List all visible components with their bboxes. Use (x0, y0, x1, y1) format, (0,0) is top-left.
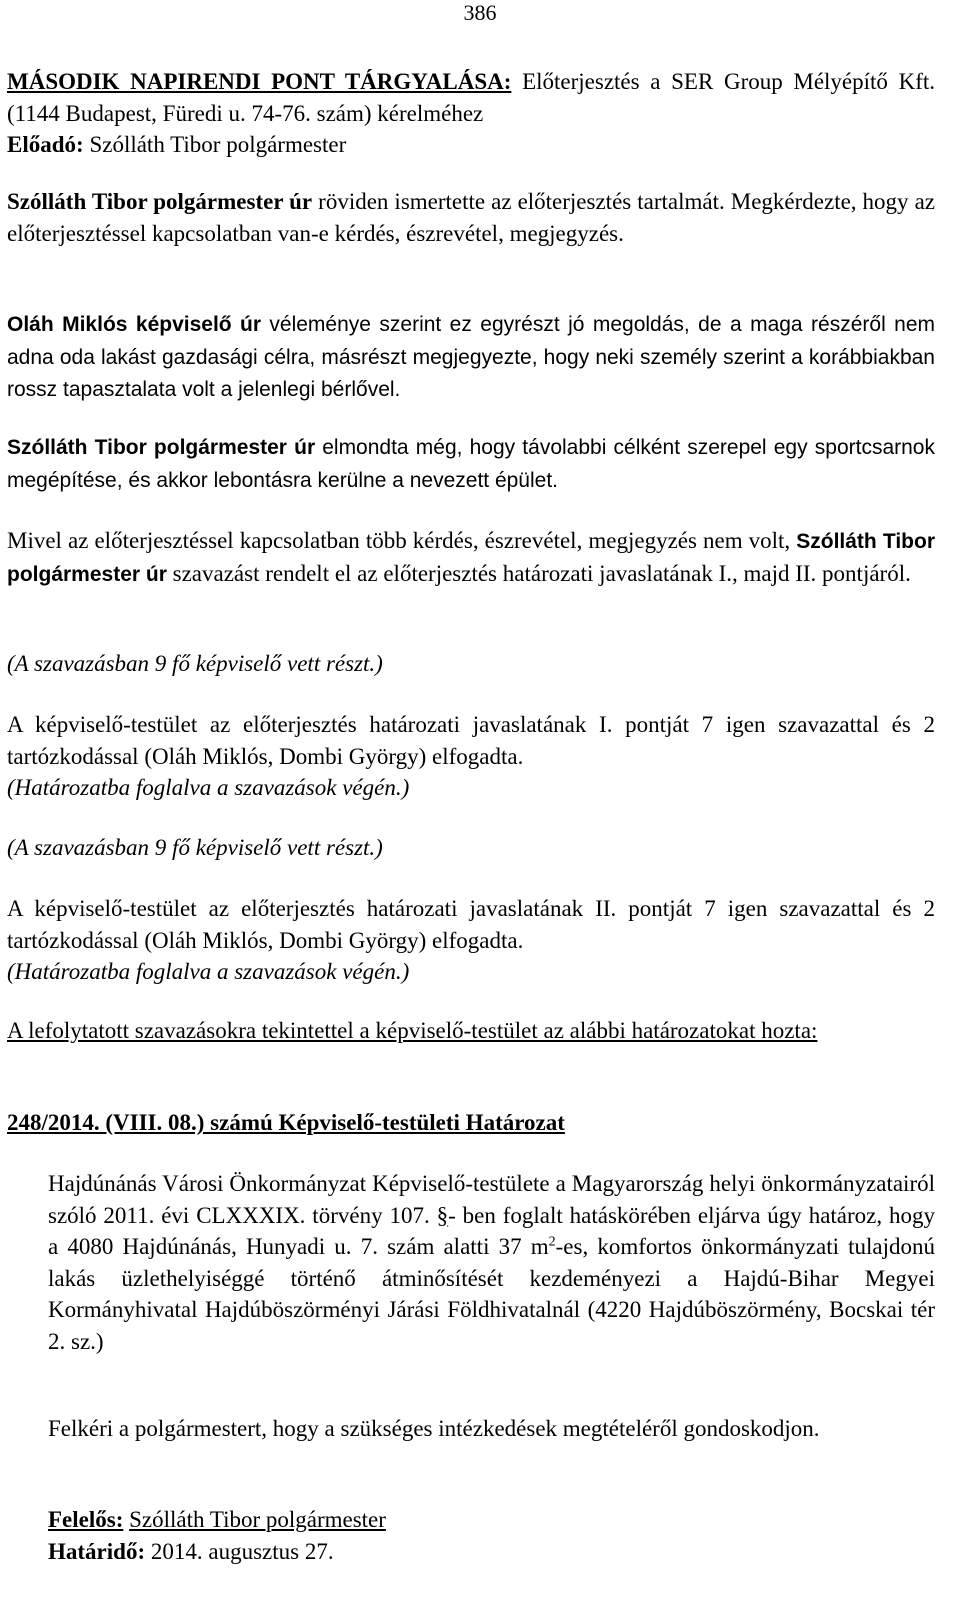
resolution-footer (48, 1504, 935, 1567)
paragraph-text: röviden ismertette az előterjesztés tartalmát. Megkérdezte, hogy az előterjesztéssel kapcsolatban van-e kérdés, észrevétel, megjegyzés. (7, 189, 935, 246)
resolution-request: Felkéri a polgármestert, hogy a szükséges intézkedések megtételéről gondoskodjon. (48, 1416, 820, 1441)
page-number: 386 (463, 0, 497, 25)
vote1-attendance: (A szavazásban 9 fő képviselő vett részt.) (7, 651, 383, 676)
speaker-name: Szólláth Tibor polgármester úr (7, 189, 313, 214)
resolution-body (48, 1168, 935, 1357)
resolution-body-part1: Hajdúnánás Városi Önkormányzat Képviselő-testülete a Magyarország helyi önkormányzatairól szóló 2011. évi CLXXXIX. törvény 107. (48, 1171, 935, 1228)
presenter-name: Szólláth Tibor polgármester (89, 132, 347, 157)
agenda-subject: Előterjesztés a SER Group Mélyépítő Kft. (1144 Budapest, Füredi u. 74-76. szám) kérelméhez (7, 69, 935, 126)
presenter-label: Előadó: (7, 132, 84, 157)
responsible-name: Szólláth Tibor polgármester (129, 1507, 386, 1532)
resolution-body-part2: - ben foglalt hatáskörében eljárva úgy határoz, hogy a 4080 Hajdúnánás, Hunyadi u. 7. szám alatti 37 m (48, 1202, 935, 1259)
speaker-name: Szólláth Tibor polgármester úr (7, 530, 936, 586)
vote2-attendance: (A szavazásban 9 fő képviselő vett részt.) (7, 835, 383, 860)
paragraph-councillor-opinion (7, 308, 935, 406)
vote2-note: (Határozatba foglalva a szavazások végén.) (7, 959, 410, 984)
presenter-line (7, 129, 935, 161)
agenda-heading: MÁSODIK NAPIRENDI PONT TÁRGYALÁSA: (7, 69, 512, 94)
deadline-line (48, 1536, 935, 1568)
responsible-label: Felelős: (48, 1507, 124, 1532)
responsible-line (48, 1504, 935, 1536)
paragraph-text: véleménye szerint ez egyrészt jó megoldás, de a maga részéről nem adna oda lakást gazdasági célra, másrészt megjegyezte, hogy neki személy szerint a korábbiakban rossz tapasztalata volt a jelenlegi bérlővel. (7, 313, 936, 401)
resolution-title: 248/2014. (VIII. 08.) számú Képviselő-testületi Határozat (7, 1110, 565, 1135)
vote2-result (7, 893, 935, 988)
agenda-block (7, 66, 935, 161)
vote2-result-text: A képviselő-testület az előterjesztés határozati javaslatának II. pontját 7 igen szavazattal és 2 tartózkodással (Oláh Miklós, Dombi György) elfogadta. (7, 896, 935, 953)
superscript-exponent: 2 (548, 1234, 556, 1250)
paragraph-mayor-statement (7, 431, 935, 496)
speaker-name: Oláh Miklós képviselő úr (7, 313, 262, 336)
paragraph-text-after: szavazást rendelt el az előterjesztés határozati javaslatának I., majd II. pontjáról. (172, 560, 911, 586)
paragraph-mayor-intro (7, 186, 935, 249)
vote1-result-text: A képviselő-testület az előterjesztés határozati javaslatának I. pontját 7 igen szavazattal és 2 tartózkodással (Oláh Miklós, Dombi György) elfogadta. (7, 712, 935, 769)
paragraph-vote-call (7, 525, 935, 590)
vote1-result (7, 709, 935, 804)
deadline-label: Határidő: (48, 1538, 146, 1564)
paragraph-text: elmondta még, hogy távolabbi célként szerepel egy sportcsarnok megépítése, és akkor lebontásra kerülne a nevezett épület. (7, 436, 935, 492)
deadline-value: 2014. augusztus 27. (150, 1538, 334, 1564)
resolution-body-part3: -es, komfortos önkormányzati tulajdonú lakás üzlethelyiséggé történő átminősítését kezdeményezi a Hajdú-Bihar Megyei Kormányhivatal Hajdúböszörményi Járási Földhivatalnál (4220 Hajdúböszörmény, Bocskai tér 2. sz.) (48, 1234, 935, 1354)
paragraph-text-before: Mivel az előterjesztéssel kapcsolatban több kérdés, észrevétel, megjegyzés nem volt, (7, 528, 791, 553)
summary-line: A lefolytatott szavazásokra tekintettel a képviselő-testület az alábbi határozatokat hozta: (7, 1018, 818, 1043)
speaker-name: Szólláth Tibor polgármester úr (7, 436, 316, 459)
vote1-note: (Határozatba foglalva a szavazások végén.) (7, 775, 410, 800)
section-symbol: § (436, 1202, 449, 1228)
